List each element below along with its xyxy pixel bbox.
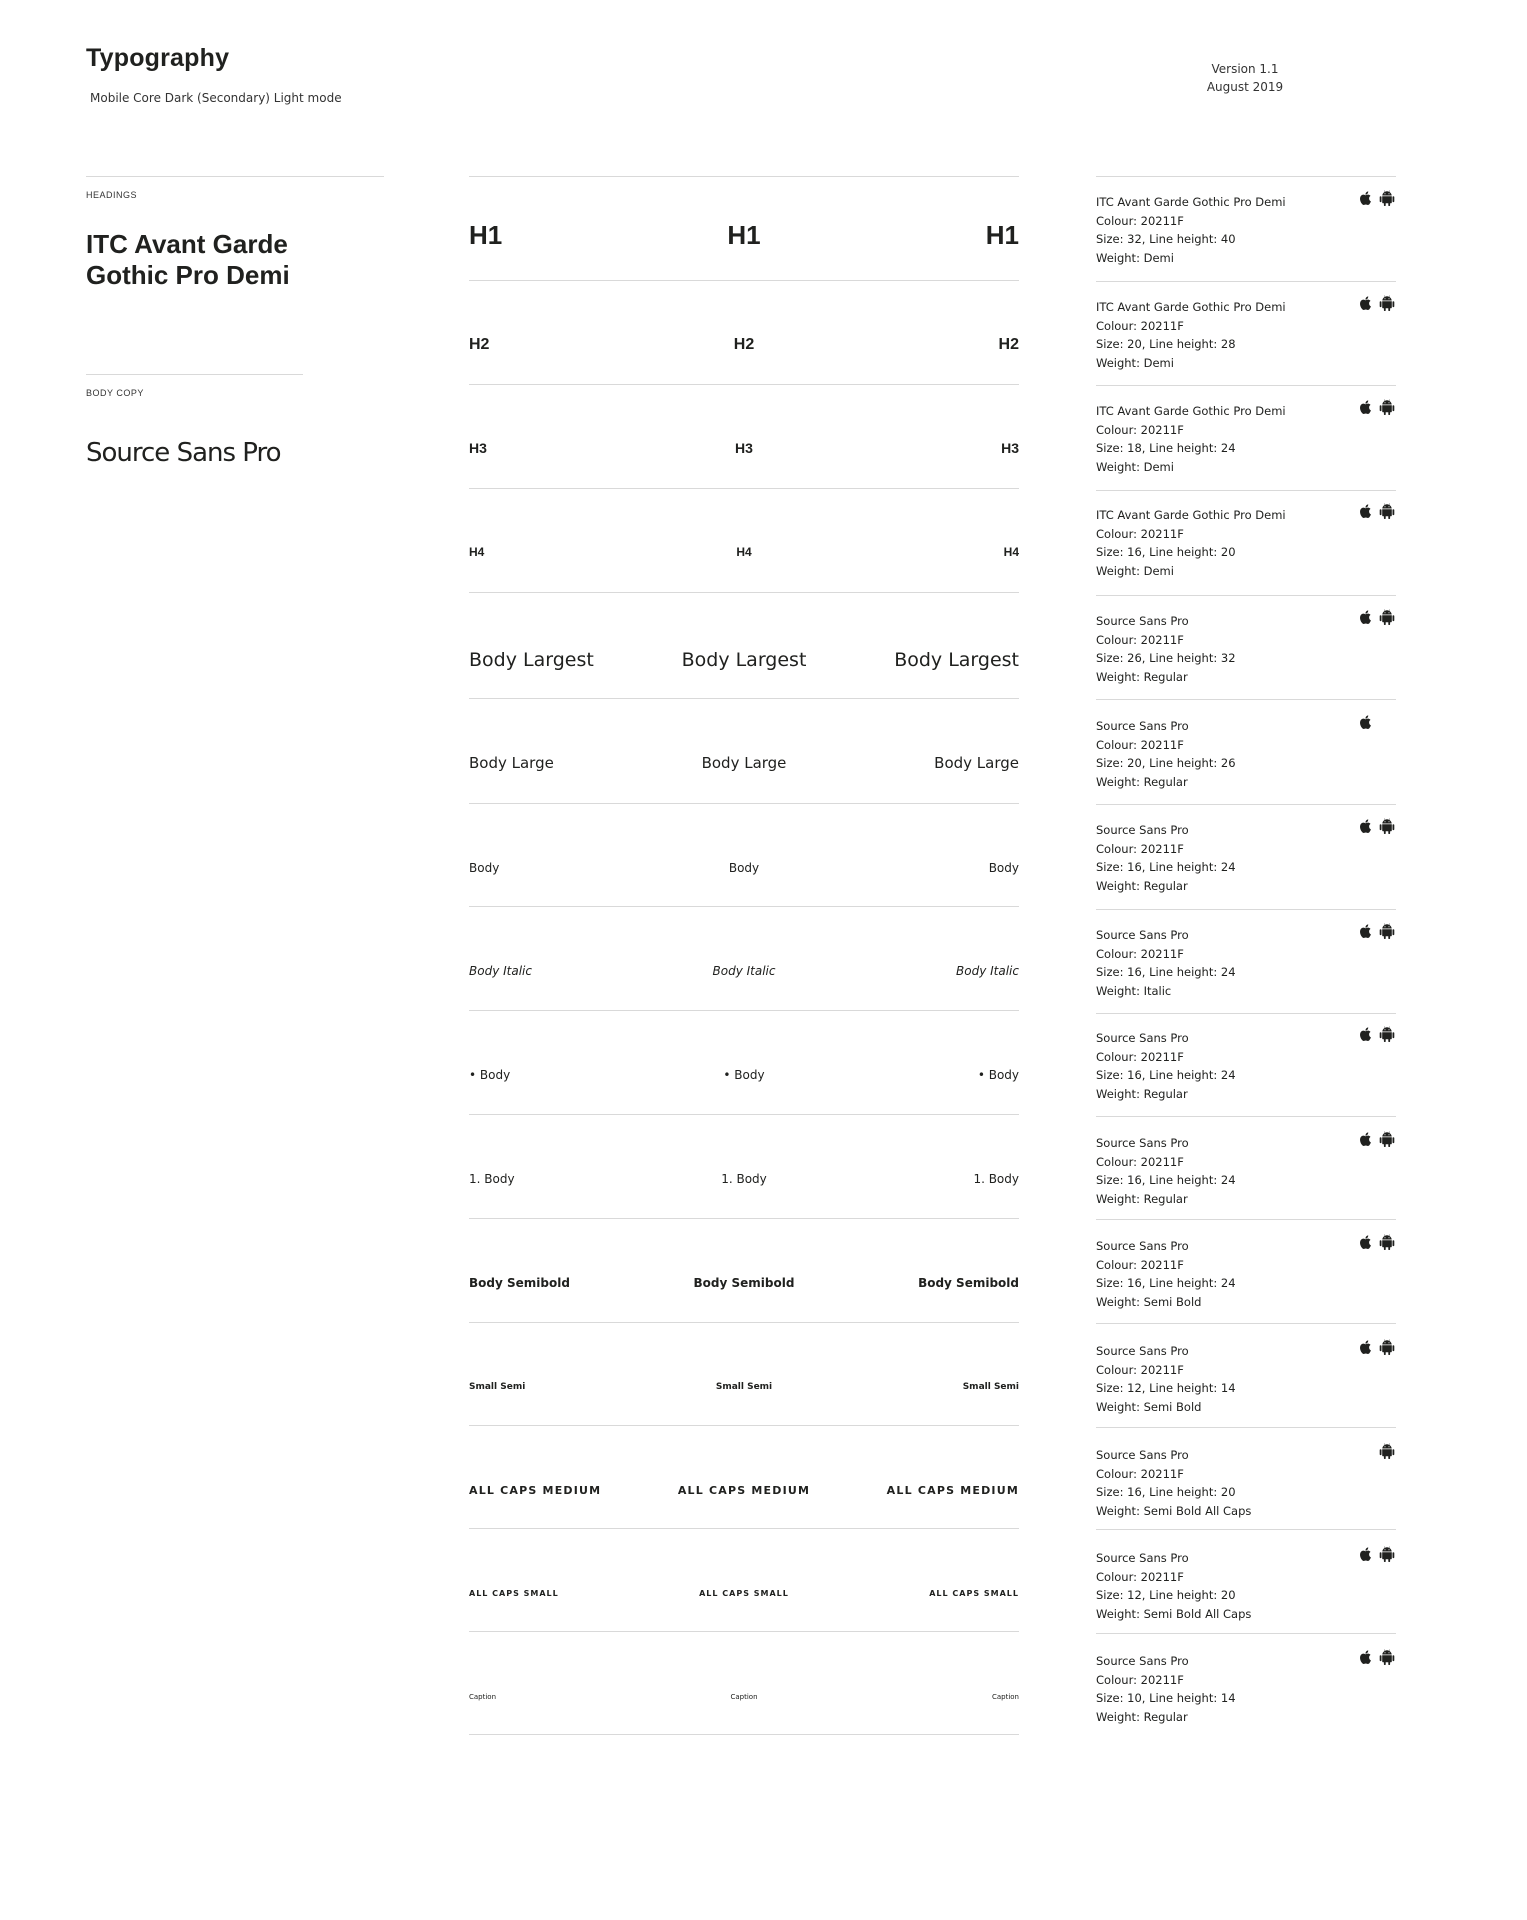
headings-divider	[86, 176, 384, 177]
specimen-row-h3	[469, 440, 1019, 480]
specimen-mid-aligned: Body Large	[701, 754, 787, 772]
spec-weight: Weight: Regular	[1096, 1086, 1188, 1101]
spec-divider	[1096, 490, 1396, 491]
spec-divider	[1096, 804, 1396, 805]
specimen-mid-aligned: Body Largest	[681, 649, 807, 671]
specimen-left-aligned: Body Italic	[469, 964, 532, 978]
spec-size: Size: 20, Line height: 26	[1096, 756, 1236, 771]
version-date: August 2019	[1206, 80, 1284, 94]
apple-icon	[1358, 1649, 1373, 1665]
specimen-mid-aligned: H2	[733, 336, 755, 353]
specimen-left-aligned: Small Semi	[469, 1382, 526, 1392]
specimen-mid-aligned: ALL CAPS SMALL	[699, 1589, 789, 1598]
specimen-right-aligned: ALL CAPS SMALL	[929, 1589, 1019, 1598]
spec-size: Size: 32, Line height: 40	[1096, 232, 1236, 247]
specimen-mid-aligned: H1	[727, 220, 761, 250]
spec-colour: Colour: 20211F	[1096, 1466, 1184, 1481]
spec-item	[1096, 1342, 1396, 1416]
spec-font: Source Sans Pro	[1096, 719, 1189, 733]
spec-size: Size: 26, Line height: 32	[1096, 651, 1236, 666]
spec-size: Size: 16, Line height: 24	[1096, 1068, 1236, 1083]
android-icon	[1379, 190, 1395, 206]
specimen-row-h1	[469, 220, 1019, 260]
android-icon	[1379, 1026, 1395, 1042]
apple-icon	[1358, 1131, 1373, 1147]
spec-colour: Colour: 20211F	[1096, 526, 1184, 541]
spec-font: Source Sans Pro	[1096, 1344, 1189, 1358]
specimen-divider	[469, 1322, 1019, 1323]
spec-divider	[1096, 1427, 1396, 1428]
specimen-right-aligned: ALL CAPS MEDIUM	[886, 1484, 1019, 1497]
spec-size: Size: 12, Line height: 14	[1096, 1381, 1236, 1396]
specimen-left-aligned: Caption	[469, 1693, 497, 1701]
spec-item	[1096, 1237, 1396, 1311]
specimen-row-caption	[469, 1693, 1019, 1733]
specimen-divider	[469, 176, 1019, 177]
specimen-divider	[469, 698, 1019, 699]
spec-weight: Weight: Demi	[1096, 563, 1174, 578]
specimen-divider	[469, 592, 1019, 593]
spec-colour: Colour: 20211F	[1096, 1362, 1184, 1377]
spec-weight: Weight: Italic	[1096, 983, 1172, 998]
platform-icons	[1358, 1339, 1398, 1355]
spec-font: Source Sans Pro	[1096, 928, 1189, 942]
spec-size: Size: 16, Line height: 20	[1096, 1485, 1236, 1500]
specimen-divider	[469, 384, 1019, 385]
specimen-right-aligned: Body	[988, 861, 1019, 875]
spec-item	[1096, 506, 1396, 580]
spec-colour: Colour: 20211F	[1096, 422, 1184, 437]
headings-label: HEADINGS	[86, 190, 138, 200]
spec-font: Source Sans Pro	[1096, 1448, 1189, 1462]
specimen-divider	[469, 280, 1019, 281]
apple-icon	[1358, 609, 1373, 625]
specimen-divider	[469, 1218, 1019, 1219]
android-icon	[1379, 1234, 1395, 1250]
spec-colour: Colour: 20211F	[1096, 841, 1184, 856]
android-icon	[1379, 1339, 1395, 1355]
specimen-right-aligned: Small Semi	[962, 1382, 1019, 1392]
android-icon	[1379, 503, 1395, 519]
spec-item	[1096, 1446, 1396, 1520]
spec-size: Size: 16, Line height: 20	[1096, 545, 1236, 560]
spec-item	[1096, 717, 1396, 791]
version-number: Version 1.1	[1211, 62, 1279, 76]
specimen-divider	[469, 1114, 1019, 1115]
specimen-left-aligned: H1	[469, 220, 503, 250]
specimen-right-aligned: Body Semibold	[918, 1276, 1019, 1290]
specimen-mid-aligned: Body Semibold	[693, 1276, 795, 1290]
apple-icon	[1358, 818, 1373, 834]
specimen-right-aligned: H1	[985, 220, 1019, 250]
specimen-left-aligned: H4	[469, 545, 485, 559]
specimen-row-bodylargest	[469, 649, 1019, 689]
specimen-row-body	[469, 1068, 1019, 1108]
specimen-left-aligned: • Body	[469, 1068, 511, 1082]
spec-size: Size: 16, Line height: 24	[1096, 860, 1236, 875]
android-icon	[1379, 399, 1395, 415]
spec-divider	[1096, 1323, 1396, 1324]
specimen-divider	[469, 1425, 1019, 1426]
specimen-left-aligned: Body Large	[469, 754, 554, 772]
platform-icons	[1358, 1649, 1398, 1665]
spec-font: Source Sans Pro	[1096, 1654, 1189, 1668]
specimen-left-aligned: ALL CAPS MEDIUM	[469, 1484, 602, 1497]
version-info	[1190, 60, 1300, 96]
spec-divider	[1096, 909, 1396, 910]
spec-colour: Colour: 20211F	[1096, 318, 1184, 333]
spec-font: Source Sans Pro	[1096, 1239, 1189, 1253]
android-icon	[1379, 1131, 1395, 1147]
specimen-row-body	[469, 861, 1019, 901]
specimen-left-aligned: ALL CAPS SMALL	[469, 1589, 559, 1598]
apple-icon	[1358, 1339, 1373, 1355]
body-copy-label: BODY COPY	[86, 388, 144, 398]
specimen-right-aligned: Caption	[991, 1693, 1019, 1701]
platform-icons	[1358, 609, 1398, 625]
platform-icons	[1358, 1131, 1398, 1147]
spec-size: Size: 16, Line height: 24	[1096, 965, 1236, 980]
spec-weight: Weight: Regular	[1096, 774, 1188, 789]
spec-divider	[1096, 1013, 1396, 1014]
specimen-divider	[469, 1010, 1019, 1011]
specimen-row-semibold	[469, 1276, 1019, 1316]
spec-colour: Colour: 20211F	[1096, 1672, 1184, 1687]
specimen-left-aligned: Body Largest	[469, 649, 594, 671]
spec-weight: Weight: Regular	[1096, 878, 1188, 893]
spec-weight: Weight: Regular	[1096, 1191, 1188, 1206]
spec-weight: Weight: Demi	[1096, 250, 1174, 265]
specimen-row-body	[469, 1172, 1019, 1212]
spec-divider	[1096, 595, 1396, 596]
spec-item	[1096, 1134, 1396, 1208]
spec-item	[1096, 926, 1396, 1000]
specimen-left-aligned: 1. Body	[469, 1172, 515, 1186]
platform-icons	[1358, 923, 1398, 939]
platform-icons	[1358, 1234, 1398, 1250]
spec-colour: Colour: 20211F	[1096, 632, 1184, 647]
spec-colour: Colour: 20211F	[1096, 1569, 1184, 1584]
spec-font: Source Sans Pro	[1096, 614, 1189, 628]
specimen-divider	[469, 906, 1019, 907]
spec-colour: Colour: 20211F	[1096, 213, 1184, 228]
platform-icons	[1358, 818, 1398, 834]
apple-icon	[1358, 1546, 1373, 1562]
android-icon	[1379, 295, 1395, 311]
spec-weight: Weight: Demi	[1096, 459, 1174, 474]
specimen-divider	[469, 803, 1019, 804]
platform-icons	[1358, 714, 1398, 730]
specimen-left-aligned: Body	[469, 861, 500, 875]
spec-divider	[1096, 1529, 1396, 1530]
spec-item	[1096, 193, 1396, 267]
specimen-mid-aligned: ALL CAPS MEDIUM	[677, 1484, 811, 1497]
specimen-divider	[469, 1631, 1019, 1632]
platform-icons	[1358, 1443, 1398, 1459]
spec-weight: Weight: Regular	[1096, 1709, 1188, 1724]
spec-size: Size: 16, Line height: 24	[1096, 1276, 1236, 1291]
spec-size: Size: 12, Line height: 20	[1096, 1588, 1236, 1603]
spec-weight: Weight: Semi Bold	[1096, 1399, 1202, 1414]
platform-icons	[1358, 1026, 1398, 1042]
spec-colour: Colour: 20211F	[1096, 1049, 1184, 1064]
specimen-divider	[469, 1528, 1019, 1529]
spec-font: Source Sans Pro	[1096, 1551, 1189, 1565]
spec-divider	[1096, 1633, 1396, 1634]
body-copy-divider	[86, 374, 303, 375]
spec-item	[1096, 821, 1396, 895]
spec-font: Source Sans Pro	[1096, 1031, 1189, 1045]
spec-colour: Colour: 20211F	[1096, 1154, 1184, 1169]
android-icon	[1379, 1546, 1395, 1562]
spec-weight: Weight: Semi Bold	[1096, 1294, 1202, 1309]
headings-font-name: ITC Avant Garde Gothic Pro Demi	[86, 229, 290, 290]
spec-size: Size: 16, Line height: 24	[1096, 1173, 1236, 1188]
android-icon	[1379, 1443, 1395, 1459]
apple-icon	[1358, 923, 1373, 939]
specimen-row-h4	[469, 545, 1019, 585]
spec-font: Source Sans Pro	[1096, 823, 1189, 837]
specimen-right-aligned: 1. Body	[973, 1172, 1019, 1186]
apple-icon	[1358, 503, 1373, 519]
specimen-row-capsmed	[469, 1484, 1019, 1524]
page-subtitle: Mobile Core Dark (Secondary) Light mode	[90, 91, 342, 105]
spec-item	[1096, 402, 1396, 476]
platform-icons	[1358, 190, 1398, 206]
spec-item	[1096, 612, 1396, 686]
spec-colour: Colour: 20211F	[1096, 737, 1184, 752]
spec-divider	[1096, 1219, 1396, 1220]
spec-divider	[1096, 699, 1396, 700]
specimen-row-italic	[469, 964, 1019, 1004]
specimen-right-aligned: • Body	[977, 1068, 1019, 1082]
platform-icons	[1358, 399, 1398, 415]
android-icon	[1379, 1649, 1395, 1665]
spec-weight: Weight: Regular	[1096, 669, 1188, 684]
platform-icons	[1358, 1546, 1398, 1562]
apple-icon	[1358, 1026, 1373, 1042]
specimen-mid-aligned: Body Italic	[712, 964, 776, 978]
spec-font: ITC Avant Garde Gothic Pro Demi	[1096, 300, 1286, 314]
specimen-mid-aligned: H3	[735, 440, 753, 456]
platform-icons	[1358, 295, 1398, 311]
specimen-right-aligned: H3	[1001, 440, 1019, 456]
specimen-right-aligned: H4	[1003, 545, 1019, 559]
spec-font: ITC Avant Garde Gothic Pro Demi	[1096, 195, 1286, 209]
spec-size: Size: 20, Line height: 28	[1096, 337, 1236, 352]
spec-weight: Weight: Semi Bold All Caps	[1096, 1503, 1252, 1518]
specimen-right-aligned: Body Italic	[956, 964, 1019, 978]
spec-size: Size: 18, Line height: 24	[1096, 441, 1236, 456]
specimen-mid-aligned: Caption	[730, 1693, 758, 1701]
spec-colour: Colour: 20211F	[1096, 946, 1184, 961]
specimen-divider	[469, 488, 1019, 489]
spec-item	[1096, 1029, 1396, 1103]
specimen-left-aligned: H3	[469, 440, 487, 456]
spec-item	[1096, 298, 1396, 372]
spec-font: Source Sans Pro	[1096, 1136, 1189, 1150]
specimen-row-capssmall	[469, 1589, 1019, 1629]
spec-divider	[1096, 176, 1396, 177]
apple-icon	[1358, 1234, 1373, 1250]
apple-icon	[1358, 714, 1373, 730]
android-icon	[1379, 609, 1395, 625]
specimen-left-aligned: Body Semibold	[469, 1276, 570, 1290]
specimen-mid-aligned: • Body	[723, 1068, 765, 1082]
spec-font: ITC Avant Garde Gothic Pro Demi	[1096, 508, 1286, 522]
specimen-row-h2	[469, 336, 1019, 376]
spec-item	[1096, 1549, 1396, 1623]
spec-item	[1096, 1652, 1396, 1726]
apple-icon	[1358, 295, 1373, 311]
specimen-mid-aligned: Small Semi	[715, 1382, 773, 1392]
specimen-mid-aligned: H4	[736, 545, 752, 559]
apple-icon	[1358, 399, 1373, 415]
specimen-mid-aligned: 1. Body	[721, 1172, 767, 1186]
specimen-divider	[469, 1734, 1019, 1735]
specimen-right-aligned: Body Largest	[894, 649, 1019, 671]
spec-colour: Colour: 20211F	[1096, 1257, 1184, 1272]
page-title: Typography	[86, 44, 230, 72]
specimen-row-smallsemi	[469, 1382, 1019, 1422]
spec-divider	[1096, 385, 1396, 386]
spec-divider	[1096, 1116, 1396, 1117]
android-icon	[1379, 818, 1395, 834]
specimen-right-aligned: H2	[998, 336, 1019, 353]
specimen-right-aligned: Body Large	[934, 754, 1019, 772]
spec-weight: Weight: Semi Bold All Caps	[1096, 1606, 1252, 1621]
specimen-mid-aligned: Body	[728, 861, 760, 875]
specimen-left-aligned: H2	[469, 336, 490, 353]
apple-icon	[1358, 190, 1373, 206]
platform-icons	[1358, 503, 1398, 519]
body-font-name: Source Sans Pro	[86, 438, 281, 468]
android-icon	[1379, 923, 1395, 939]
spec-divider	[1096, 281, 1396, 282]
spec-size: Size: 10, Line height: 14	[1096, 1691, 1236, 1706]
spec-font: ITC Avant Garde Gothic Pro Demi	[1096, 404, 1286, 418]
spec-weight: Weight: Demi	[1096, 355, 1174, 370]
specimen-row-bodylarge	[469, 754, 1019, 794]
